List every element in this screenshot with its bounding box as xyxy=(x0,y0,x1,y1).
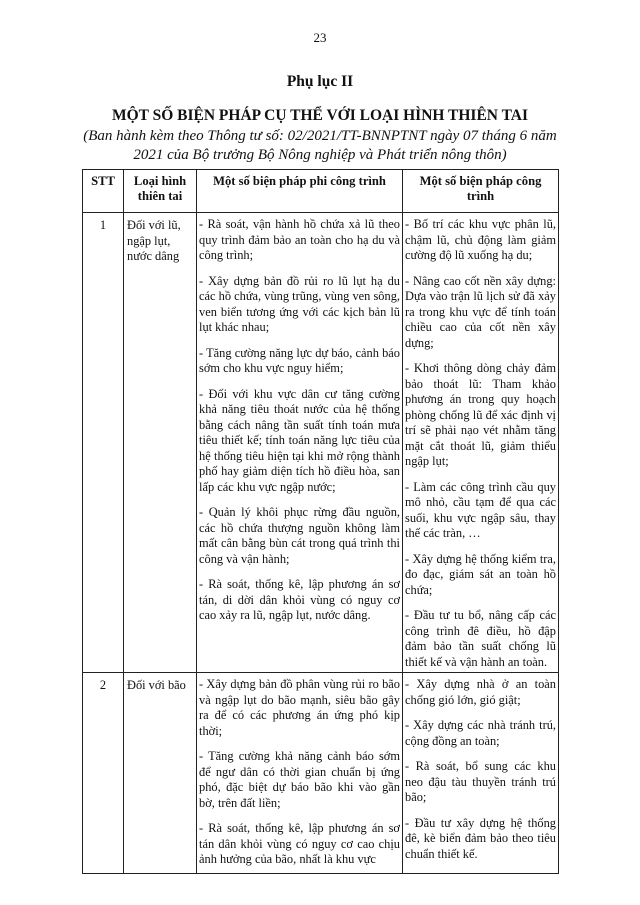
non-structural-cell xyxy=(197,673,403,874)
list-item: - Xây dựng hệ thống kiểm tra, đo đạc, giám sát an toàn hồ chứa; xyxy=(405,551,556,597)
list-item: - Đầu tư tu bổ, nâng cấp các công trình đê điều, hồ đập đảm bảo tần suất chống lũ thiết kế và vận hành an toàn. xyxy=(405,608,556,669)
list-item: - Rà soát, thống kê, lập phương án sơ tán dân khỏi vùng có nguy cơ cao chịu ảnh hưởng của bão, nhất là khu vực xyxy=(199,821,400,866)
appendix-title: Phụ lục II xyxy=(286,73,354,90)
structural-cell xyxy=(403,213,559,673)
list-item: - Quản lý khôi phục rừng đầu nguồn, các hồ chứa thượng nguồn không làm mất cân bằng bùn cát trong quá trình thi công và vận hành; xyxy=(199,505,400,566)
list-item: - Khơi thông dòng chảy đảm bảo thoát lũ: Tham khảo phương án trong quy hoạch phòng chống lũ để xác định vị trí sẽ phải nạo vét nhằm tăng mặt cắt thoát lũ, giảm thiểu ngập lụt; xyxy=(405,361,556,468)
list-item: - Làm các công trình cầu quy mô nhỏ, cầu tạm để qua các suối, khu vực ngập sâu, thay thế các tràn, … xyxy=(405,479,556,540)
header-structural: Một số biện pháp công trình xyxy=(403,170,559,213)
list-item: - Đối với khu vực dân cư tăng cường khả năng tiêu thoát nước của hệ thống bằng cách nâng tần suất tính toán mưa tiêu thiết kế; tính toán năng lực tiêu của hệ thống tiêu hiện tại khi mở rộng thành phố hay giảm diện tích hồ điều hòa, san lấp các khu vực ngập nước; xyxy=(199,386,400,494)
structural-cell xyxy=(403,673,559,874)
list-item: - Bố trí các khu vực phân lũ, chậm lũ, chủ động làm giảm cường độ lũ xuống hạ du; xyxy=(405,217,556,262)
row-disaster-type: Đối với bão xyxy=(124,673,197,874)
header-non-structural: Một số biện pháp phi công trình xyxy=(197,170,403,213)
list-item: - Xây dựng bản đồ phân vùng rủi ro bão và ngập lụt do bão mạnh, siêu bão gây ra để có các phương án ứng phó kịp thời; xyxy=(199,677,400,738)
list-item: - Rà soát, vận hành hồ chứa xả lũ theo quy trình đảm bảo an toàn cho hạ du và công trình; xyxy=(199,217,400,262)
page-number: 23 xyxy=(313,30,327,45)
table-row xyxy=(83,213,559,673)
list-item: - Xây dựng các nhà tránh trú, cộng đồng an toàn; xyxy=(405,718,556,748)
table-header-row xyxy=(83,170,559,213)
list-item: - Rà soát, bổ sung các khu neo đậu tàu thuyền tránh trú bão; xyxy=(405,759,556,804)
list-item: - Xây dựng bản đồ rủi ro lũ lụt hạ du các hồ chứa, vùng trũng, vùng ven sông, ven biển tương ứng với các kịch bản lũ lụt khác nhau; xyxy=(199,273,400,334)
document-subtitle: (Ban hành kèm theo Thông tư số: 02/2021/TT-BNNPTNT ngày 07 tháng 6 năm 2021 của Bộ trưởng Bộ Nông nghiệp và Phát triển nông thôn) xyxy=(83,128,557,163)
document-title: MỘT SỐ BIỆN PHÁP CỤ THỂ VỚI LOẠI HÌNH THIÊN TAI xyxy=(111,107,529,124)
list-item: - Xây dựng nhà ở an toàn chống gió lớn, gió giật; xyxy=(405,677,556,707)
non-structural-cell xyxy=(197,213,403,673)
list-item: - Đầu tư xây dựng hệ thống đê, kè biển đảm bảo theo tiêu chuẩn thiết kế. xyxy=(405,815,556,861)
table-row xyxy=(83,673,559,874)
row-stt: 2 xyxy=(83,673,124,874)
list-item: - Tăng cường khả năng cảnh báo sớm để ngư dân có thời gian chuẩn bị ứng phó, đặc biệt dự báo bão khi vào gần bờ, trên đất liền; xyxy=(199,749,400,810)
header-stt: STT xyxy=(83,170,124,213)
measures-table xyxy=(82,169,559,874)
row-disaster-type: Đối với lũ, ngập lụt, nước dâng xyxy=(124,213,197,673)
row-stt: 1 xyxy=(83,213,124,673)
header-disaster-type: Loại hình thiên tai xyxy=(124,170,197,213)
list-item: - Nâng cao cốt nền xây dựng: Dựa vào trận lũ lịch sử đã xảy ra trong khu vực để tính toán chiều cao của cốt nền xây dựng; xyxy=(405,273,556,350)
list-item: - Rà soát, thống kê, lập phương án sơ tán, di dời dân khỏi vùng có nguy cơ cao xảy ra lũ, ngập lụt, nước dâng. xyxy=(199,577,400,622)
list-item: - Tăng cường năng lực dự báo, cảnh báo sớm cho khu vực nguy hiểm; xyxy=(199,345,400,375)
